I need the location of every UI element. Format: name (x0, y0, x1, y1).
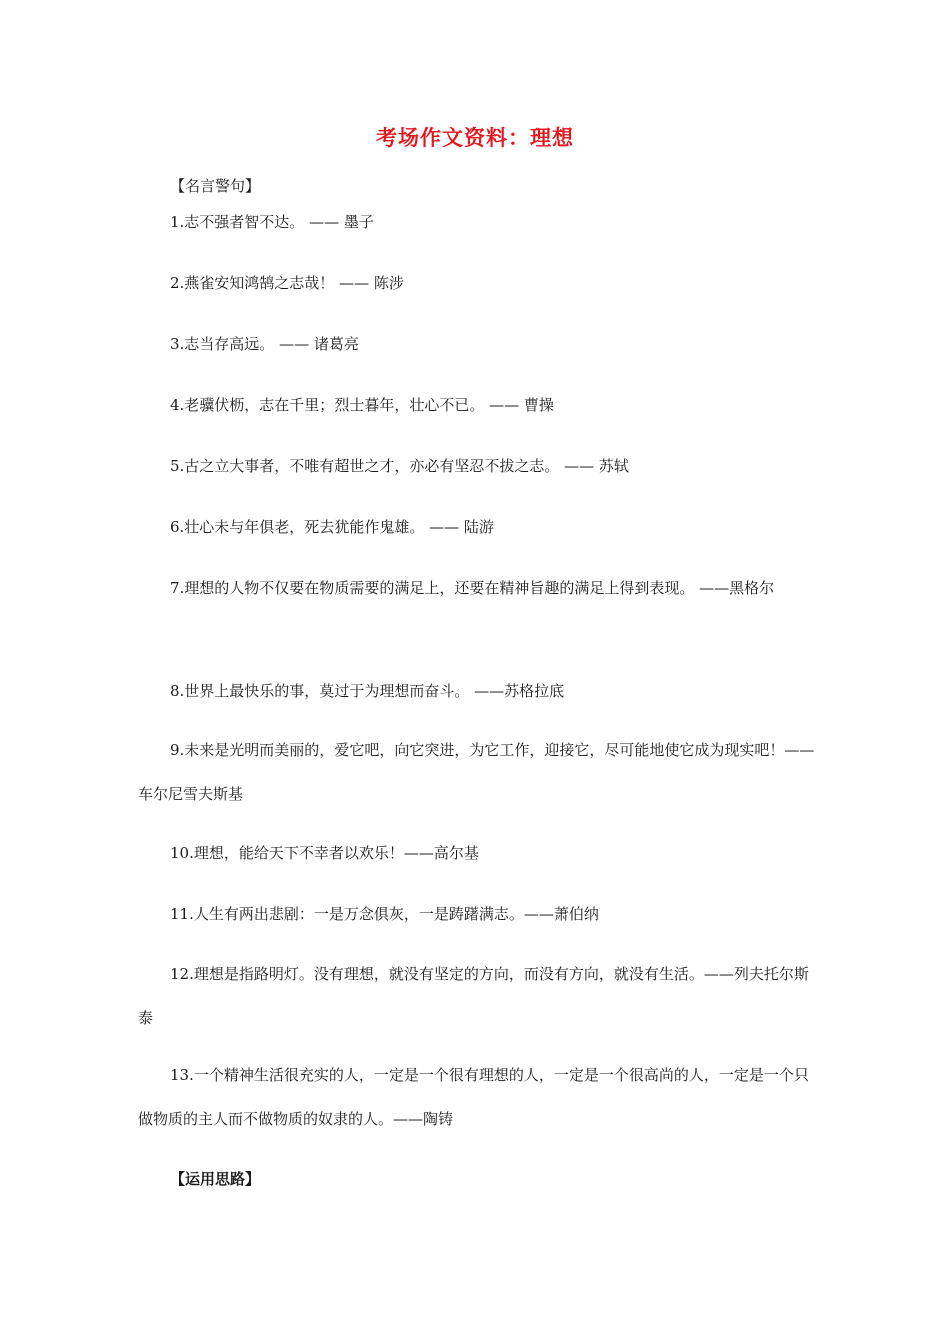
quote-item: 2.燕雀安知鸿鹄之志哉！ —— 陈涉 (170, 274, 404, 292)
quote-item: 13.一个精神生活很充实的人，一定是一个很有理想的人，一定是一个很高尚的人，一定是一个只做物质的主人而不做物质的奴隶的人。——陶铸 (138, 1066, 809, 1128)
quote-item: 3.志当存高远。 —— 诸葛亮 (170, 335, 359, 353)
quote-item: 6.壮心未与年俱老，死去犹能作鬼雄。 —— 陆游 (170, 518, 494, 536)
document-title: 考场作文资料：理想 (376, 126, 574, 150)
quote-item: 11.人生有两出悲剧：一是万念俱灰，一是踌躇满志。——萧伯纳 (170, 905, 599, 923)
quote-item: 4.老骥伏枥，志在千里；烈士暮年，壮心不已。 —— 曹操 (170, 396, 554, 414)
quote-item: 8.世界上最快乐的事，莫过于为理想而奋斗。 ——苏格拉底 (170, 682, 565, 700)
quote-item: 5.古之立大事者，不唯有超世之才，亦必有坚忍不拔之志。 —— 苏轼 (170, 457, 629, 475)
section-heading-quotes: 【名言警句】 (170, 177, 261, 195)
quote-item: 9.未来是光明而美丽的，爱它吧，向它突进，为它工作，迎接它，尽可能地使它成为现实吧！——车尔尼雪夫斯基 (138, 741, 815, 803)
quote-item: 7.理想的人物不仅要在物质需要的满足上，还要在精神旨趣的满足上得到表现。 ——黑格尔 (170, 579, 775, 597)
quote-item: 1.志不强者智不达。 —— 墨子 (170, 213, 374, 231)
quote-item: 10.理想，能给天下不幸者以欢乐！——高尔基 (170, 844, 479, 862)
section-heading-usage: 【运用思路】 (170, 1170, 261, 1188)
quote-item: 12.理想是指路明灯。没有理想，就没有坚定的方向，而没有方向，就没有生活。——列夫托尔斯泰 (138, 965, 809, 1027)
